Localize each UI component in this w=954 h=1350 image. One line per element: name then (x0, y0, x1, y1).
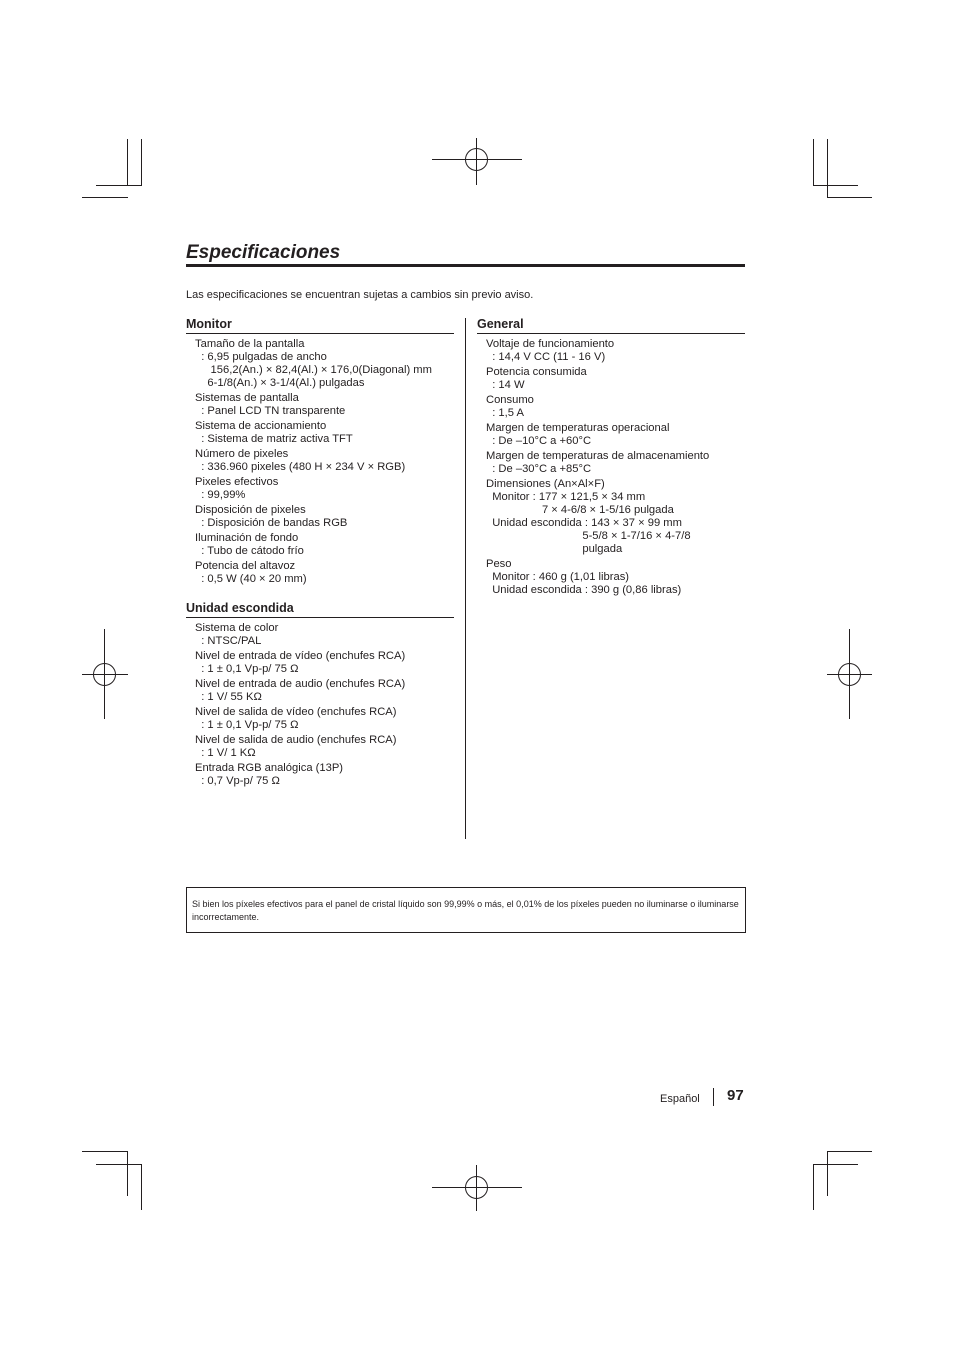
spec-item (195, 678, 454, 704)
spec-value: : 14 W (486, 379, 525, 391)
monitor-section (186, 317, 454, 588)
spec-value: : 336.960 pixeles (480 H × 234 V × RGB) (195, 461, 406, 473)
crop-mark-line (127, 139, 128, 186)
footer-language: Español (660, 1093, 700, 1105)
page-title: Especificaciones (186, 242, 341, 263)
section-heading: Monitor (186, 317, 454, 334)
spec-list (186, 338, 454, 586)
crop-mark-line (827, 139, 828, 198)
spec-value: : Tubo de cátodo frío (195, 545, 304, 557)
spec-item (195, 420, 454, 446)
footer-divider (713, 1088, 714, 1106)
spec-label: Disposición de pixeles (195, 504, 306, 516)
spec-label: Consumo (486, 394, 534, 406)
spec-item (486, 394, 745, 420)
crop-mark-line (82, 1151, 128, 1152)
lcd-note-box: Si bien los píxeles efectivos para el panel de cristal líquido son 99,99% o más, el 0,01% de los píxeles pueden no iluminarse o iluminarse incorrectamente. (186, 887, 746, 933)
spec-item (486, 338, 745, 364)
crop-mark-line (827, 197, 872, 198)
crop-mark-line (141, 139, 142, 186)
crop-mark-line (827, 1151, 828, 1196)
spec-label: Número de pixeles (195, 448, 289, 460)
spec-value: Monitor : 177 × 121,5 × 34 mm 7 × 4-6/8 × 1-5/16 pulgada Unidad escondida : 143 × 37 × 99 mm 5-5/8 × 1-7/16 × 4-7/8 pulgada (492, 491, 691, 555)
spec-item (486, 450, 745, 476)
spec-label: Sistema de color (195, 622, 279, 634)
spec-value: : 0,5 W (40 × 20 mm) (195, 573, 307, 585)
crop-mark-line (96, 1164, 141, 1165)
crop-mark-line (813, 1164, 858, 1165)
crop-mark-line (813, 139, 814, 186)
title-rule (186, 264, 745, 267)
spec-label: Tamaño de la pantalla (195, 338, 305, 350)
crop-mark-line (82, 197, 128, 198)
spec-label: Nivel de entrada de audio (enchufes RCA) (195, 678, 406, 690)
spec-value: : Sistema de matriz activa TFT (195, 433, 353, 445)
spec-label: Sistemas de pantalla (195, 392, 299, 404)
spec-label: Nivel de entrada de vídeo (enchufes RCA) (195, 650, 406, 662)
spec-label: Sistema de accionamiento (195, 420, 327, 432)
spec-item (195, 448, 454, 474)
spec-item (195, 532, 454, 558)
spec-item (195, 338, 454, 390)
spec-value: : 1 ± 0,1 Vp-p/ 75 Ω (195, 663, 299, 675)
spec-item (486, 478, 745, 556)
spec-list (477, 338, 745, 597)
spec-label: Potencia consumida (486, 366, 587, 378)
spec-label: Nivel de salida de audio (enchufes RCA) (195, 734, 397, 746)
hidden-unit-section (186, 601, 454, 790)
crop-mark-line (127, 1151, 128, 1196)
registration-circle (93, 663, 116, 686)
spec-value: : De –30°C a +85°C (486, 463, 592, 475)
spec-label: Dimensiones (An×Al×F) (486, 478, 605, 490)
general-section (477, 317, 745, 599)
spec-label: Margen de temperaturas de almacenamiento (486, 450, 710, 462)
spec-item (195, 504, 454, 530)
crop-mark-line (141, 1164, 142, 1210)
spec-item (195, 734, 454, 760)
spec-value: : NTSC/PAL (195, 635, 262, 647)
registration-circle (838, 663, 861, 686)
spec-label: Peso (486, 558, 512, 570)
spec-item (195, 650, 454, 676)
spec-item (195, 560, 454, 586)
spec-item (195, 476, 454, 502)
spec-label: Iluminación de fondo (195, 532, 299, 544)
spec-item (486, 422, 745, 448)
spec-value: Monitor : 460 g (1,01 libras) Unidad escondida : 390 g (0,86 libras) (492, 571, 682, 596)
spec-value: : 1,5 A (486, 407, 524, 419)
crop-mark-line (813, 1164, 814, 1210)
spec-value: : 1 V/ 55 KΩ (195, 691, 262, 703)
section-heading: General (477, 317, 745, 334)
spec-label: Margen de temperaturas operacional (486, 422, 670, 434)
spec-item (486, 366, 745, 392)
spec-item (195, 706, 454, 732)
spec-value: : 1 ± 0,1 Vp-p/ 75 Ω (195, 719, 299, 731)
spec-item (195, 622, 454, 648)
spec-item (195, 392, 454, 418)
spec-label: Voltaje de funcionamiento (486, 338, 615, 350)
spec-value: : 14,4 V CC (11 - 16 V) (486, 351, 606, 363)
crop-mark-line (813, 185, 858, 186)
registration-circle (465, 148, 488, 171)
spec-label: Entrada RGB analógica (13P) (195, 762, 344, 774)
spec-item (195, 762, 454, 788)
spec-value: : 6,95 pulgadas de ancho 156,2(An.) × 82,4(Al.) × 176,0(Diagonal) mm 6-1/8(An.) × 3-1/4(Al.) pulgadas (201, 351, 432, 389)
crop-mark-line (827, 1151, 872, 1152)
spec-list (186, 622, 454, 788)
intro-text: Las especificaciones se encuentran sujetas a cambios sin previo aviso. (186, 289, 534, 301)
section-heading: Unidad escondida (186, 601, 454, 618)
spec-value: : 0,7 Vp-p/ 75 Ω (195, 775, 280, 787)
spec-value: : 99,99% (195, 489, 246, 501)
registration-circle (465, 1176, 488, 1199)
spec-label: Pixeles efectivos (195, 476, 279, 488)
spec-value: : Disposición de bandas RGB (195, 517, 348, 529)
spec-label: Nivel de salida de vídeo (enchufes RCA) (195, 706, 397, 718)
spec-item (486, 558, 745, 597)
page-number: 97 (727, 1087, 744, 1104)
spec-value: : De –10°C a +60°C (486, 435, 592, 447)
spec-label: Potencia del altavoz (195, 560, 296, 572)
crop-mark-line (96, 185, 141, 186)
column-divider (465, 318, 466, 839)
spec-value: : Panel LCD TN transparente (195, 405, 346, 417)
spec-value: : 1 V/ 1 KΩ (195, 747, 256, 759)
